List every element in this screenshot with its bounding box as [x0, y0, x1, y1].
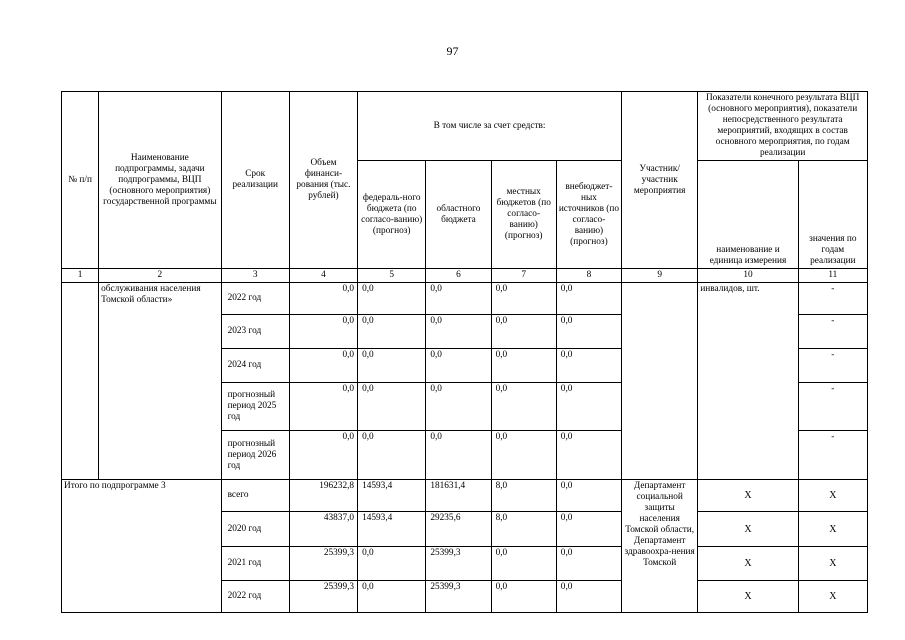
regional-cell: 25399,3: [426, 547, 491, 581]
header-indicator-name: наименование и единица измерения: [698, 161, 798, 269]
indicator-value-cell: Х: [798, 512, 867, 547]
participant-cell: Департамент социальной защиты населения Томской области, Департамент здравоохра-нения Томской: [622, 480, 698, 613]
offbudget-cell: 0,0: [556, 512, 621, 547]
column-number: 1: [62, 269, 99, 283]
total-cell: 43837,0: [289, 512, 357, 547]
header-regional: областного бюджета: [426, 161, 491, 269]
federal-cell: 0,0: [358, 431, 426, 480]
column-number: 4: [289, 269, 357, 283]
federal-cell: 0,0: [358, 383, 426, 431]
federal-cell: 14593,4: [358, 512, 426, 547]
indicator-name-cell: Х: [698, 581, 798, 613]
column-number: 10: [698, 269, 798, 283]
indicator-value-cell: Х: [798, 581, 867, 613]
indicator-value-cell: -: [798, 283, 867, 315]
total-cell: 0,0: [289, 383, 357, 431]
federal-cell: 0,0: [358, 547, 426, 581]
local-cell: 8,0: [491, 512, 556, 547]
table-row: [62, 480, 868, 512]
period-cell: 2021 год: [221, 547, 289, 581]
regional-cell: 0,0: [426, 315, 491, 349]
local-cell: 0,0: [491, 315, 556, 349]
federal-cell: 0,0: [358, 283, 426, 315]
page-number: 97: [446, 44, 459, 58]
indicator-value-cell: -: [798, 383, 867, 431]
total-cell: 25399,3: [289, 581, 357, 613]
regional-cell: 0,0: [426, 431, 491, 480]
header-funding-group: В том числе за счет средств:: [358, 92, 622, 161]
local-cell: 0,0: [491, 383, 556, 431]
indicator-value-cell: -: [798, 315, 867, 349]
indicator-value-cell: -: [798, 431, 867, 480]
subprogram-total-name: Итого по подпрограмме 3: [62, 480, 222, 613]
offbudget-cell: 0,0: [556, 581, 621, 613]
column-number-row: [62, 269, 868, 283]
period-cell: всего: [221, 480, 289, 512]
indicator-name-cell: инвалидов, шт.: [698, 283, 798, 480]
header-indicator-value: значения по годам реализации: [798, 161, 867, 269]
local-cell: 0,0: [491, 283, 556, 315]
column-number: 5: [358, 269, 426, 283]
local-cell: 0,0: [491, 431, 556, 480]
regional-cell: 25399,3: [426, 581, 491, 613]
column-number: 3: [221, 269, 289, 283]
offbudget-cell: 0,0: [556, 431, 621, 480]
local-cell: 0,0: [491, 581, 556, 613]
regional-cell: 29235,6: [426, 512, 491, 547]
subprogram-name: обслуживания населения Томской области»: [99, 283, 221, 480]
regional-cell: 181631,4: [426, 480, 491, 512]
total-cell: 0,0: [289, 349, 357, 383]
period-cell: 2024 год: [221, 349, 289, 383]
program-table: [61, 91, 868, 613]
total-cell: 0,0: [289, 315, 357, 349]
column-number: 8: [556, 269, 621, 283]
regional-cell: 0,0: [426, 349, 491, 383]
header-volume: Объем финанси-рования (тыс. рублей): [289, 92, 357, 269]
federal-cell: 0,0: [358, 349, 426, 383]
column-number: 2: [99, 269, 221, 283]
indicator-value-cell: -: [798, 349, 867, 383]
total-cell: 25399,3: [289, 547, 357, 581]
period-cell: 2023 год: [221, 315, 289, 349]
federal-cell: 0,0: [358, 581, 426, 613]
header-row: [62, 92, 868, 161]
local-cell: 0,0: [491, 349, 556, 383]
indicator-value-cell: Х: [798, 547, 867, 581]
offbudget-cell: 0,0: [556, 480, 621, 512]
period-cell: 2020 год: [221, 512, 289, 547]
participant-cell: [622, 283, 698, 480]
header-local: местных бюджетов (по согласо-ванию) (прогноз): [491, 161, 556, 269]
offbudget-cell: 0,0: [556, 315, 621, 349]
table-row: [62, 283, 868, 315]
indicator-name-cell: Х: [698, 547, 798, 581]
column-number: 6: [426, 269, 491, 283]
local-cell: 0,0: [491, 547, 556, 581]
header-indicators-group: Показатели конечного результата ВЦП (основного мероприятия), показатели непосредственного результата мероприятий, входящих в состав основного мероприятия, по годам реализации: [698, 92, 868, 161]
offbudget-cell: 0,0: [556, 547, 621, 581]
header-name: Наименование подпрограммы, задачи подпрограммы, ВЦП (основного мероприятия) государственной программы: [99, 92, 221, 269]
local-cell: 8,0: [491, 480, 556, 512]
header-offbudget: внебюджет-ных источников (по согласо-ванию) (прогноз): [556, 161, 621, 269]
regional-cell: 0,0: [426, 283, 491, 315]
total-cell: 0,0: [289, 431, 357, 480]
federal-cell: 14593,4: [358, 480, 426, 512]
offbudget-cell: 0,0: [556, 383, 621, 431]
header-federal: федераль-ного бюджета (по согласо-ванию) (прогноз): [358, 161, 426, 269]
column-number: 7: [491, 269, 556, 283]
total-cell: 0,0: [289, 283, 357, 315]
period-cell: прогнозный период 2025 год: [221, 383, 289, 431]
header-number: № п/п: [62, 92, 99, 269]
federal-cell: 0,0: [358, 315, 426, 349]
offbudget-cell: 0,0: [556, 349, 621, 383]
period-cell: 2022 год: [221, 283, 289, 315]
offbudget-cell: 0,0: [556, 283, 621, 315]
indicator-value-cell: Х: [798, 480, 867, 512]
column-number: 11: [798, 269, 867, 283]
row-number-cell: [62, 283, 99, 480]
column-number: 9: [622, 269, 698, 283]
period-cell: 2022 год: [221, 581, 289, 613]
regional-cell: 0,0: [426, 383, 491, 431]
header-participant: Участник/ участник мероприятия: [622, 92, 698, 269]
total-cell: 196232,8: [289, 480, 357, 512]
indicator-name-cell: Х: [698, 512, 798, 547]
header-period: Срок реализации: [221, 92, 289, 269]
indicator-name-cell: Х: [698, 480, 798, 512]
period-cell: прогнозный период 2026 год: [221, 431, 289, 480]
